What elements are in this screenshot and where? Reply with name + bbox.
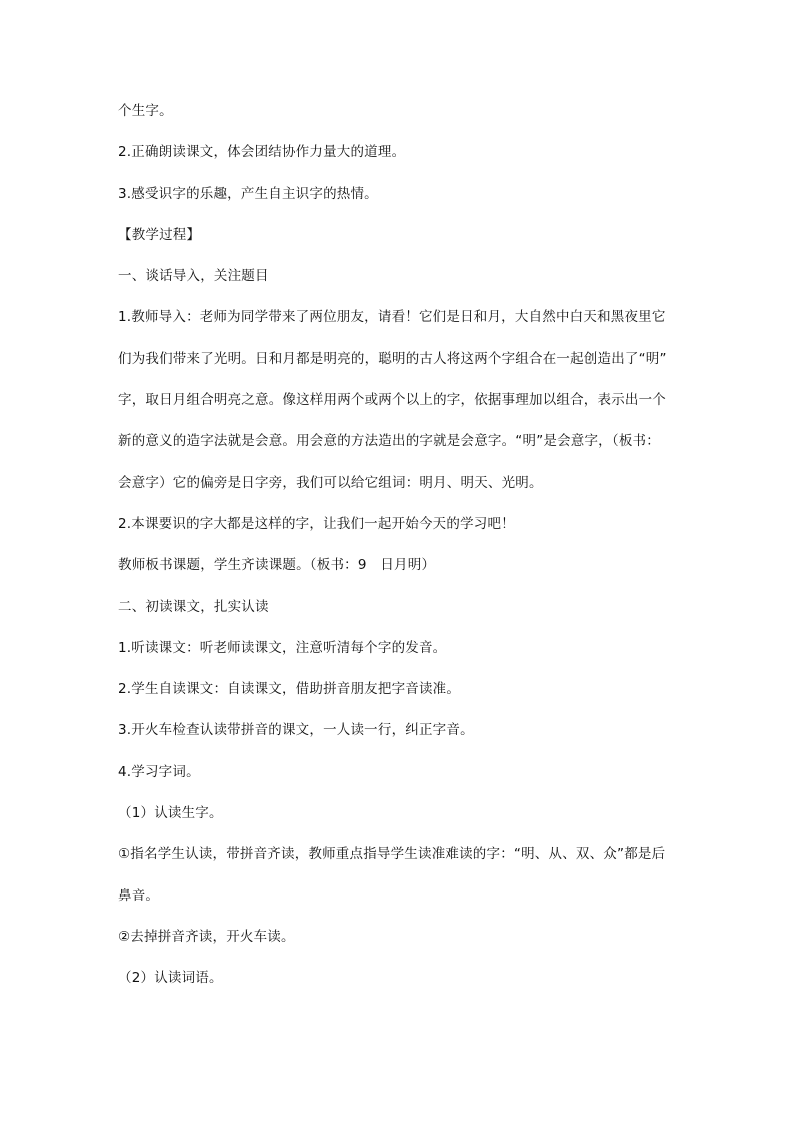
- section-heading-2: 二、初读课文，扎实认读: [118, 598, 269, 615]
- document-body: [118, 101, 688, 1010]
- text-line-19: ①指名学生认读，带拼音齐读，教师重点指导学生读准难读的字：“明、从、双、众”都是后: [118, 846, 666, 863]
- section-heading-1: 一、谈话导入，关注题目: [118, 268, 269, 285]
- text-line-7: 们为我们带来了光明。日和月都是明亮的，聪明的古人将这两个字组合在一起创造出了“明”: [118, 350, 667, 367]
- text-line-16: 3.开火车检查认读带拼音的课文，一人读一行，纠正字音。: [118, 722, 474, 739]
- text-line-8: 字，取日月组合明亮之意。像这样用两个或两个以上的字，依据事理加以组合，表示出一个: [118, 392, 666, 409]
- text-line-20: 鼻音。: [118, 887, 160, 904]
- text-line-18: （1）认读生字。: [118, 805, 223, 822]
- text-line-1: 个生字。: [118, 103, 173, 119]
- text-line-22: （2）认读词语。: [118, 970, 223, 987]
- text-line-17: 4.学习字词。: [118, 763, 200, 780]
- text-line-12: 教师板书课题，学生齐读课题。（板书：9 日月明）: [118, 557, 436, 574]
- text-line-3: 3.感受识字的乐趣，产生自主识字的热情。: [118, 185, 378, 202]
- text-line-10: 会意字）它的偏旁是日字旁，我们可以给它组词：明月、明天、光明。: [118, 474, 543, 491]
- text-line-14: 1.听读课文：听老师读课文，注意听清每个字的发音。: [118, 639, 447, 656]
- text-line-21: ②去掉拼音齐读，开火车读。: [118, 928, 295, 945]
- section-heading-teaching-process: 【教学过程】: [118, 226, 201, 243]
- text-line-15: 2.学生自读课文：自读课文，借助拼音朋友把字音读准。: [118, 681, 461, 698]
- text-line-6: 1.教师导入：老师为同学带来了两位朋友，请看！它们是日和月，大自然中白天和黑夜里它: [118, 309, 666, 326]
- text-line-11: 2.本课要识的字大都是这样的字，让我们一起开始今天的学习吧！: [118, 515, 515, 532]
- text-line-9: 新的意义的造字法就是会意。用会意的方法造出的字就是会意字。“明”是会意字，（板书：: [118, 433, 660, 450]
- text-line-2: 2.正确朗读课文，体会团结协作力量大的道理。: [118, 144, 406, 161]
